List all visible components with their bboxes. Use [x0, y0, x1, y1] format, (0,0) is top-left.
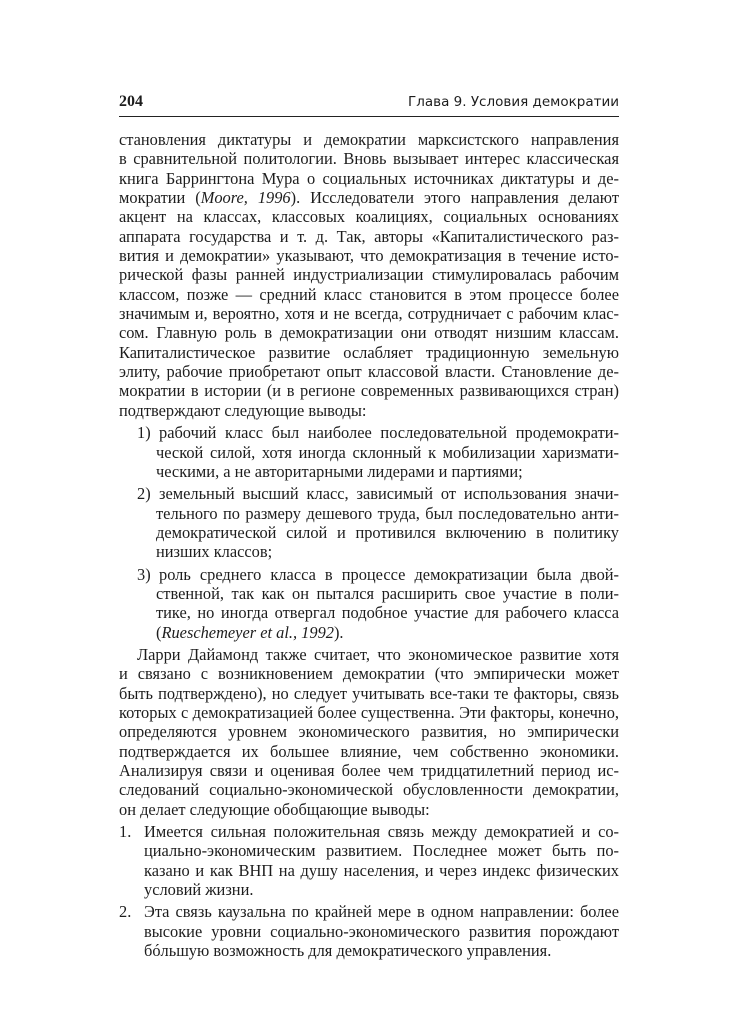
text-line: значимым и, вероятно, хотя и не всегда, сотрудничает с рабочим клас- — [119, 304, 619, 324]
list-marker: 2) — [137, 484, 151, 504]
text-line: вития и демократии» указывают, что демократизация в течение исто- — [119, 246, 619, 266]
text-line: Анализируя связи и оценивая более чем тридцатилетний период ис- — [119, 761, 619, 780]
text-fragment: земельный высший класс, зависимый от использования значи- — [159, 484, 619, 504]
text-fragment: ). — [333, 622, 344, 642]
text-line: рической фазы ранней индустриализации стимулировалась рабочим — [119, 265, 619, 285]
list-1 — [119, 420, 619, 642]
text-line: ственной, так как он пытался расширить свое участие в поли- — [156, 583, 619, 603]
text-line: определяются уровнем экономического развития, но эмпирически — [119, 722, 619, 742]
text-fragment: ). Исследователи этого направления делают — [290, 188, 619, 208]
body-text — [119, 130, 619, 960]
text-line: которых с демократизацией более существенна. Эти факторы, конечно, — [119, 702, 619, 722]
text-line: быть подтверждено), но следует учитывать все-таки те факторы, связь — [119, 683, 619, 703]
text-line: казано и как ВНП на душу населения, и через индекс физических — [144, 860, 619, 880]
text-line — [119, 565, 619, 584]
running-head: Глава 9. Условия демократии — [408, 94, 619, 110]
text-line: книга Баррингтона Мура о социальных источниках диктатуры и де- — [119, 168, 619, 188]
list-item — [119, 565, 619, 642]
paragraph-1 — [119, 130, 619, 420]
text-fragment: мократии ( — [119, 188, 201, 208]
citation: Rueschemeyer et al., 1992 — [161, 622, 334, 642]
text-line: классом, позже — средний класс становится в этом процессе более — [119, 284, 619, 304]
paragraph-2 — [119, 642, 619, 819]
text-line: элиту, рабочие приобретают опыт классовой власти. Становление де- — [119, 362, 619, 382]
text-line: бóльшую возможность для демократического управления. — [144, 941, 552, 961]
text-line: условий жизни. — [144, 880, 254, 900]
text-line: Ларри Дайамонд также считает, что экономическое развитие хотя — [137, 644, 619, 664]
text-line — [119, 822, 619, 841]
text-fragment: роль среднего класса в процессе демократизации была двой- — [159, 564, 619, 584]
page-header — [119, 92, 619, 117]
text-line: тике, но иногда отвергал подобное участие для рабочего класса — [156, 603, 619, 623]
text-line: и связано с возникновением демократии (что эмпирически может — [119, 664, 619, 684]
text-line: аппарата государства и т. д. Так, авторы «Капиталистического раз- — [119, 226, 619, 246]
text-line: ческой силой, хотя иногда склонный к мобилизации харизмати- — [156, 442, 619, 462]
list-marker: 3) — [137, 564, 151, 584]
text-line — [119, 623, 619, 642]
text-line: он делает следующие обобщающие выводы: — [119, 799, 430, 819]
text-line: подтверждают следующие выводы: — [119, 400, 367, 420]
text-line: демократической силой и противился включению в политику — [156, 522, 619, 542]
text-line: акцент на классах, классовых коалициях, социальных основаниях — [119, 207, 619, 227]
text-line: в сравнительной политологии. Вновь вызывает интерес классическая — [119, 149, 619, 169]
text-line: становления диктатуры и демократии марксистского направления — [119, 130, 619, 149]
text-line: подтверждается их большее влияние, чем собственно экономики. — [119, 741, 619, 761]
list-item — [119, 902, 619, 960]
text-line: тельного по размеру дешевого труда, был последовательно анти- — [156, 503, 619, 523]
list-item — [119, 822, 619, 899]
text-line — [119, 423, 619, 442]
text-line — [119, 902, 619, 921]
text-line: высокие уровни социально-экономического развития порождают — [144, 921, 619, 941]
text-line — [119, 484, 619, 503]
list-2 — [119, 819, 619, 960]
text-fragment: рабочий класс был наиболее последовательной продемократи- — [159, 423, 619, 443]
text-line: мократии в истории (и в регионе современных развивающихся стран) — [119, 381, 619, 401]
text-fragment: Эта связь каузальна по крайней мере в одном направлении: более — [144, 902, 619, 922]
citation: Moore, 1996 — [200, 188, 291, 208]
text-line: Капиталистическое развитие ослабляет традиционную земельную — [119, 342, 619, 362]
text-line: сом. Главную роль в демократизации они отводят низшим классам. — [119, 323, 619, 343]
text-line: низших классов; — [156, 542, 273, 562]
list-item — [119, 423, 619, 481]
text-line: ческими, а не авторитарными лидерами и партиями; — [156, 461, 523, 481]
list-marker: 2. — [119, 902, 132, 922]
text-line: следований социально-экономической обусловленности демократии, — [119, 780, 619, 800]
list-item — [119, 484, 619, 561]
text-fragment: ( — [156, 622, 162, 642]
text-fragment: Имеется сильная положительная связь между демократией и со- — [144, 822, 619, 842]
text-line: циально-экономическим развитием. Последнее может быть по- — [144, 841, 619, 861]
list-marker: 1) — [137, 423, 151, 443]
text-line — [119, 188, 619, 207]
list-marker: 1. — [119, 822, 132, 842]
page-number: 204 — [119, 93, 143, 110]
